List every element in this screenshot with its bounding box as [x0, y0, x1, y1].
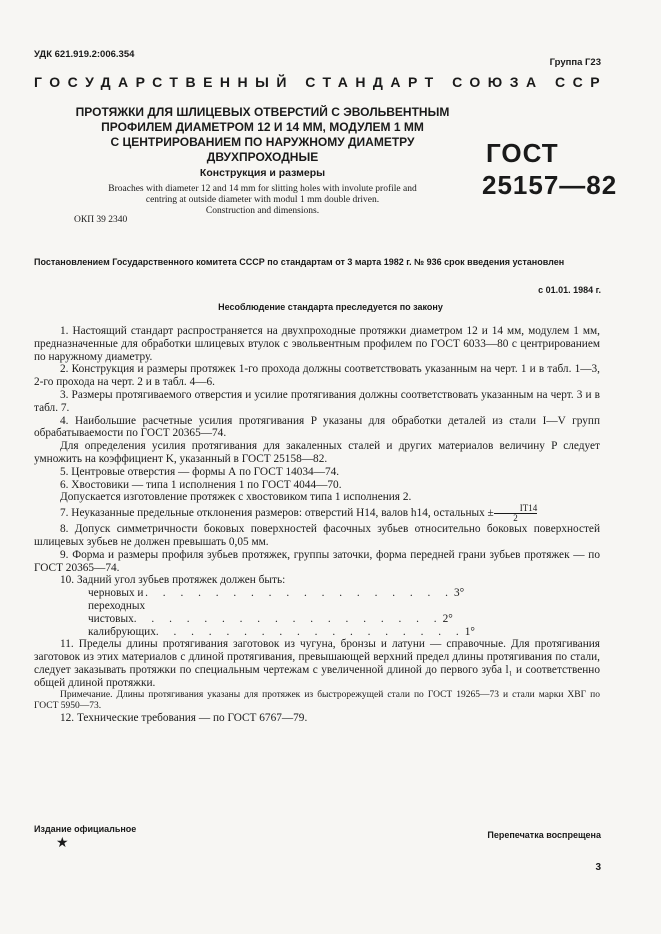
clause-7-text: 7. Неуказанные предельные отклонения размеров: отверстий H14, валов h14, остальных ±: [60, 507, 494, 520]
clause-9: 9. Форма и размеры профиля зубьев протяжек, группы заточки, форма передней грани зубьев протяжек — по ГОСТ 20365—74.: [34, 548, 600, 574]
title-line-2: ПРОФИЛЕМ ДИАМЕТРОМ 12 И 14 ММ, МОДУЛЕМ 1 ММ: [101, 120, 424, 134]
leader-dots: . . . . . . . . . . . . . . . . . .: [145, 587, 454, 600]
clause-1: 1. Настоящий стандарт распространяется на двухпроходные протяжки диаметром 12 и 14 мм, модулем 1 мм, предназначенные для обработки шлицевых втулок с эвольвентным профилем по ГОСТ 6033—80 с центрированием по наружному диаметру.: [34, 325, 600, 363]
document-body: [34, 325, 600, 724]
angle-label: чистовых: [88, 612, 134, 625]
clause-6: 6. Хвостовики — типа 1 исполнения 1 по ГОСТ 4044—70.: [60, 478, 342, 491]
effective-date: с 01.01. 1984 г.: [538, 285, 601, 295]
official-edition: Издание официальное: [34, 824, 137, 834]
title-line-3: С ЦЕНТРИРОВАНИЕМ ПО НАРУЖНОМУ ДИАМЕТРУ: [110, 135, 415, 149]
clause-4-note: Для определения усилия протягивания для закаленных сталей и других материалов величину P следует умножить на коэффициент K, указанный в ГОСТ 25158—82.: [34, 440, 600, 465]
okp-code: ОКП 39 2340: [74, 215, 128, 225]
clause-11-note: Примечание. Длины протягивания указаны для протяжек из быстрорежущей стали по ГОСТ 19265—73 и стали марки ХВГ по ГОСТ 5950—73.: [34, 689, 600, 711]
document-title: [70, 105, 455, 179]
english-line-2: centring at outside diameter with modul 1 mm double driven.: [145, 195, 380, 205]
angle-label: калибрующих: [88, 625, 156, 638]
reprint-notice: Перепечатка воспрещена: [487, 830, 601, 840]
title-line-1: ПРОТЯЖКИ ДЛЯ ШЛИЦЕВЫХ ОТВЕРСТИЙ С ЭВОЛЬВЕНТНЫМ: [75, 105, 450, 119]
angle-value: 2°: [442, 612, 453, 625]
fraction-denominator: 2: [513, 513, 518, 524]
fraction-numerator: IT14: [494, 504, 538, 514]
standard-organization: ГОСУДАРСТВЕННЫЙ СТАНДАРТ СОЮЗА ССР: [34, 74, 608, 90]
clause-3: 3. Размеры протягиваемого отверстия и усилие протягивания должны соответствовать указанным на черт. 3 и в табл. 7.: [34, 388, 600, 414]
star-icon: ★: [56, 836, 69, 851]
tolerance-fraction: [494, 504, 538, 523]
gost-label: ГОСТ: [486, 138, 559, 168]
angle-label: черновых и переходных: [88, 587, 146, 612]
clause-6-note: Допускается изготовление протяжек с хвостовиком типа 1 исполнения 2.: [60, 491, 412, 504]
leader-dots: . . . . . . . . . . . . . . . . . .: [155, 625, 465, 638]
clause-5: 5. Центровые отверстия — формы А по ГОСТ 14034—74.: [60, 465, 340, 478]
clause-12: 12. Технические требования — по ГОСТ 6767—79.: [60, 711, 308, 724]
english-line-3: Construction and dimensions.: [205, 206, 320, 216]
clause-2: 2. Конструкция и размеры протяжек 1-го прохода должны соответствовать указанным на черт. 1 и в табл. 1—3, 2-го прохода на черт. 2 и в табл. 4—6.: [34, 363, 600, 389]
angle-row: [88, 625, 475, 639]
clause-8: 8. Допуск симметричности боковых поверхностей фасочных зубьев относительно боковых поверхностей шлицевых зубьев не должен превышать 0,05 мм.: [34, 523, 600, 548]
udk-code: УДК 621.919.2:006.354: [34, 49, 135, 60]
clause-10: 10. Задний угол зубьев протяжек должен быть:: [60, 574, 286, 587]
angle-value: 3°: [454, 587, 465, 600]
gost-number: 25157—82: [482, 170, 618, 200]
leader-dots: . . . . . . . . . . . . . . . . . .: [133, 612, 443, 625]
english-title: [70, 184, 455, 217]
group-code: Группа Г23: [549, 57, 601, 68]
title-line-4: ДВУХПРОХОДНЫЕ: [206, 150, 319, 164]
clause-7: [34, 504, 600, 523]
angle-row: [88, 612, 453, 626]
clause-4: 4. Наибольшие расчетные усилия протягивания P указаны для обработки деталей из стали I—V групп обрабатываемости по ГОСТ 20365—74.: [34, 414, 600, 440]
english-line-1: Broaches with diameter 12 and 14 mm for slitting holes with involute profile and: [108, 184, 417, 194]
angle-row: [88, 587, 465, 613]
law-warning: Несоблюдение стандарта преследуется по закону: [218, 302, 443, 312]
angle-value: 1°: [464, 625, 475, 638]
clause-11: 11. Пределы длины протягивания заготовок из чугуна, бронзы и латуни — справочные. Для протягивания заготовок из этих материалов с длиной протягивания, превышающей верхний предел длины протягивания по стали, следует заказывать протяжки по специальным чертежам с увеличенной длиной до первого зуба l₁ и соответственно общей длиной протяжки.: [34, 638, 600, 689]
decree-text: Постановлением Государственного комитета СССР по стандартам от 3 марта 1982 г. № 936 срок введения установлен: [34, 257, 565, 267]
title-subtitle: Конструкция и размеры: [199, 167, 326, 179]
page-number: 3: [595, 862, 601, 873]
